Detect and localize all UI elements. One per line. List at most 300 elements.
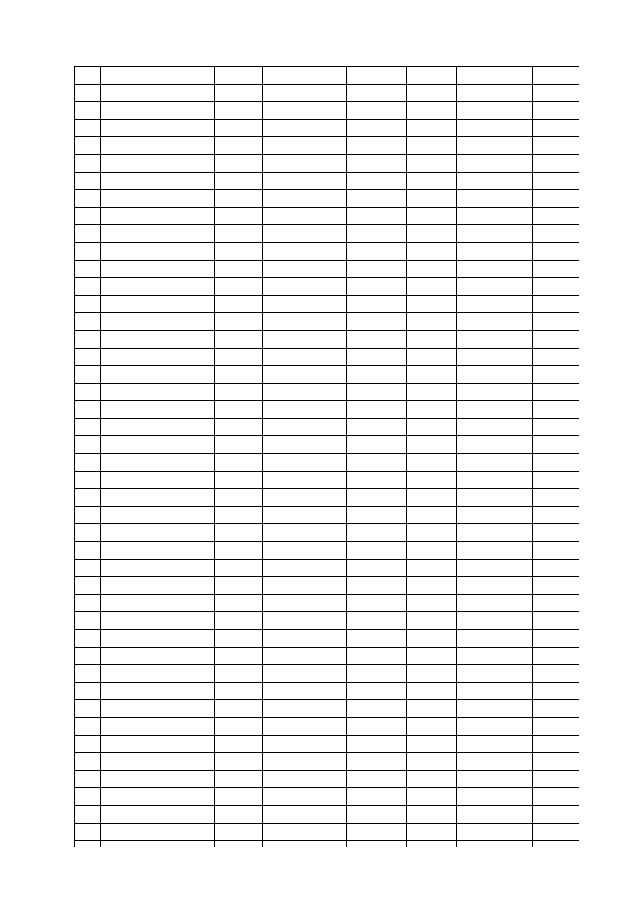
permitted-use-cell: [347, 805, 407, 823]
coefficient-cell: [457, 471, 533, 489]
address-cell: [215, 401, 263, 419]
cadastral-number-cell: [101, 506, 215, 524]
tax-cell: [533, 278, 580, 296]
coefficient-cell: [457, 242, 533, 260]
row-id-cell: [75, 770, 101, 788]
tax-cell: [533, 700, 580, 718]
address-cell: [215, 717, 263, 735]
cadastral-number-cell: [101, 665, 215, 683]
permitted-use-cell: [347, 489, 407, 507]
row-id-cell: [75, 506, 101, 524]
address-cell: [215, 84, 263, 102]
land-category-cell: [263, 805, 347, 823]
coefficient-cell: [457, 348, 533, 366]
tax-cell: [533, 841, 580, 847]
address-cell: [215, 506, 263, 524]
land-category-cell: [263, 137, 347, 155]
address-cell: [215, 67, 263, 85]
address-cell: [215, 330, 263, 348]
row-id-cell: [75, 278, 101, 296]
tax-cell: [533, 506, 580, 524]
permitted-use-cell: [347, 542, 407, 560]
area-cell: [407, 418, 457, 436]
row-id-cell: [75, 735, 101, 753]
tax-cell: [533, 612, 580, 630]
tax-cell: [533, 665, 580, 683]
cadastral-number-cell: [101, 805, 215, 823]
cadastral-number-cell: [101, 753, 215, 771]
table-row: [75, 154, 580, 172]
address-cell: [215, 823, 263, 841]
table-row: [75, 225, 580, 243]
land-category-cell: [263, 524, 347, 542]
table-row: [75, 717, 580, 735]
coefficient-cell: [457, 207, 533, 225]
coefficient-cell: [457, 841, 533, 847]
address-cell: [215, 348, 263, 366]
address-cell: [215, 207, 263, 225]
area-cell: [407, 67, 457, 85]
permitted-use-cell: [347, 67, 407, 85]
area-cell: [407, 788, 457, 806]
area-cell: [407, 577, 457, 595]
cadastral-number-cell: [101, 735, 215, 753]
area-cell: [407, 313, 457, 331]
permitted-use-cell: [347, 278, 407, 296]
land-category-cell: [263, 260, 347, 278]
table-row: [75, 418, 580, 436]
table-row: [75, 489, 580, 507]
cadastral-number-cell: [101, 348, 215, 366]
address-cell: [215, 137, 263, 155]
row-id-cell: [75, 295, 101, 313]
cadastral-number-cell: [101, 278, 215, 296]
cadastral-number-cell: [101, 630, 215, 648]
area-cell: [407, 471, 457, 489]
document-page: [74, 66, 579, 847]
area-cell: [407, 823, 457, 841]
permitted-use-cell: [347, 735, 407, 753]
cadastral-number-cell: [101, 436, 215, 454]
land-category-cell: [263, 700, 347, 718]
land-category-cell: [263, 454, 347, 472]
area-cell: [407, 524, 457, 542]
row-id-cell: [75, 137, 101, 155]
permitted-use-cell: [347, 330, 407, 348]
tax-cell: [533, 471, 580, 489]
address-cell: [215, 313, 263, 331]
coefficient-cell: [457, 665, 533, 683]
permitted-use-cell: [347, 383, 407, 401]
tax-cell: [533, 119, 580, 137]
area-cell: [407, 207, 457, 225]
row-id-cell: [75, 313, 101, 331]
cadastral-number-cell: [101, 841, 215, 847]
table-row: [75, 612, 580, 630]
cadastral-number-cell: [101, 823, 215, 841]
land-category-cell: [263, 559, 347, 577]
address-cell: [215, 577, 263, 595]
address-cell: [215, 630, 263, 648]
address-cell: [215, 559, 263, 577]
table-row: [75, 805, 580, 823]
coefficient-cell: [457, 84, 533, 102]
table-row: [75, 841, 580, 847]
land-category-cell: [263, 788, 347, 806]
cadastral-number-cell: [101, 330, 215, 348]
coefficient-cell: [457, 612, 533, 630]
tax-cell: [533, 594, 580, 612]
table-row: [75, 542, 580, 560]
table-row: [75, 330, 580, 348]
permitted-use-cell: [347, 172, 407, 190]
row-id-cell: [75, 330, 101, 348]
coefficient-cell: [457, 454, 533, 472]
permitted-use-cell: [347, 348, 407, 366]
area-cell: [407, 102, 457, 120]
row-id-cell: [75, 647, 101, 665]
row-id-cell: [75, 841, 101, 847]
area-cell: [407, 84, 457, 102]
tax-cell: [533, 401, 580, 419]
row-id-cell: [75, 242, 101, 260]
permitted-use-cell: [347, 436, 407, 454]
land-category-cell: [263, 102, 347, 120]
land-category-cell: [263, 67, 347, 85]
row-id-cell: [75, 366, 101, 384]
row-id-cell: [75, 225, 101, 243]
land-category-cell: [263, 577, 347, 595]
land-category-cell: [263, 190, 347, 208]
tax-cell: [533, 489, 580, 507]
address-cell: [215, 489, 263, 507]
table-row: [75, 137, 580, 155]
coefficient-cell: [457, 524, 533, 542]
table-row: [75, 242, 580, 260]
table-body: [75, 67, 580, 848]
land-category-cell: [263, 665, 347, 683]
address-cell: [215, 735, 263, 753]
coefficient-cell: [457, 67, 533, 85]
address-cell: [215, 242, 263, 260]
coefficient-cell: [457, 366, 533, 384]
area-cell: [407, 383, 457, 401]
land-category-cell: [263, 594, 347, 612]
permitted-use-cell: [347, 647, 407, 665]
cadastral-number-cell: [101, 102, 215, 120]
area-cell: [407, 119, 457, 137]
row-id-cell: [75, 577, 101, 595]
permitted-use-cell: [347, 559, 407, 577]
coefficient-cell: [457, 278, 533, 296]
permitted-use-cell: [347, 313, 407, 331]
tax-cell: [533, 84, 580, 102]
land-category-cell: [263, 84, 347, 102]
coefficient-cell: [457, 260, 533, 278]
table-row: [75, 260, 580, 278]
cadastral-number-cell: [101, 700, 215, 718]
tax-cell: [533, 682, 580, 700]
coefficient-cell: [457, 313, 533, 331]
permitted-use-cell: [347, 137, 407, 155]
coefficient-cell: [457, 577, 533, 595]
row-id-cell: [75, 665, 101, 683]
table-row: [75, 454, 580, 472]
row-id-cell: [75, 594, 101, 612]
address-cell: [215, 190, 263, 208]
coefficient-cell: [457, 225, 533, 243]
table-row: [75, 665, 580, 683]
cadastral-number-cell: [101, 67, 215, 85]
coefficient-cell: [457, 330, 533, 348]
address-cell: [215, 295, 263, 313]
land-category-cell: [263, 172, 347, 190]
cadastral-number-cell: [101, 647, 215, 665]
tax-cell: [533, 647, 580, 665]
row-id-cell: [75, 753, 101, 771]
address-cell: [215, 594, 263, 612]
table-row: [75, 506, 580, 524]
cadastral-number-cell: [101, 489, 215, 507]
permitted-use-cell: [347, 225, 407, 243]
row-id-cell: [75, 524, 101, 542]
land-category-cell: [263, 366, 347, 384]
coefficient-cell: [457, 805, 533, 823]
table-row: [75, 823, 580, 841]
coefficient-cell: [457, 190, 533, 208]
area-cell: [407, 190, 457, 208]
cadastral-number-cell: [101, 542, 215, 560]
tax-cell: [533, 436, 580, 454]
tax-cell: [533, 260, 580, 278]
land-category-cell: [263, 154, 347, 172]
coefficient-cell: [457, 154, 533, 172]
land-category-cell: [263, 735, 347, 753]
cadastral-number-cell: [101, 770, 215, 788]
permitted-use-cell: [347, 242, 407, 260]
row-id-cell: [75, 67, 101, 85]
row-id-cell: [75, 700, 101, 718]
area-cell: [407, 154, 457, 172]
row-id-cell: [75, 717, 101, 735]
address-cell: [215, 102, 263, 120]
table-row: [75, 753, 580, 771]
area-cell: [407, 348, 457, 366]
tax-cell: [533, 770, 580, 788]
area-cell: [407, 682, 457, 700]
address-cell: [215, 383, 263, 401]
row-id-cell: [75, 630, 101, 648]
coefficient-cell: [457, 542, 533, 560]
cadastral-number-cell: [101, 717, 215, 735]
cadastral-number-cell: [101, 471, 215, 489]
coefficient-cell: [457, 119, 533, 137]
address-cell: [215, 805, 263, 823]
table-row: [75, 313, 580, 331]
tax-cell: [533, 348, 580, 366]
table-row: [75, 630, 580, 648]
table-row: [75, 735, 580, 753]
permitted-use-cell: [347, 102, 407, 120]
area-cell: [407, 594, 457, 612]
permitted-use-cell: [347, 295, 407, 313]
area-cell: [407, 436, 457, 454]
row-id-cell: [75, 559, 101, 577]
land-category-cell: [263, 542, 347, 560]
land-category-cell: [263, 612, 347, 630]
row-id-cell: [75, 348, 101, 366]
cadastral-number-cell: [101, 225, 215, 243]
land-category-cell: [263, 242, 347, 260]
area-cell: [407, 278, 457, 296]
table-row: [75, 67, 580, 85]
cadastral-number-cell: [101, 788, 215, 806]
cadastral-number-cell: [101, 295, 215, 313]
tax-cell: [533, 67, 580, 85]
coefficient-cell: [457, 594, 533, 612]
row-id-cell: [75, 418, 101, 436]
land-category-cell: [263, 841, 347, 847]
coefficient-cell: [457, 700, 533, 718]
coefficient-cell: [457, 401, 533, 419]
coefficient-cell: [457, 295, 533, 313]
table-row: [75, 295, 580, 313]
address-cell: [215, 436, 263, 454]
tax-cell: [533, 295, 580, 313]
table-row: [75, 278, 580, 296]
row-id-cell: [75, 119, 101, 137]
row-id-cell: [75, 207, 101, 225]
permitted-use-cell: [347, 682, 407, 700]
address-cell: [215, 471, 263, 489]
permitted-use-cell: [347, 665, 407, 683]
area-cell: [407, 225, 457, 243]
table-row: [75, 647, 580, 665]
coefficient-cell: [457, 102, 533, 120]
coefficient-cell: [457, 559, 533, 577]
address-cell: [215, 647, 263, 665]
coefficient-cell: [457, 753, 533, 771]
row-id-cell: [75, 805, 101, 823]
coefficient-cell: [457, 770, 533, 788]
area-cell: [407, 260, 457, 278]
land-category-cell: [263, 682, 347, 700]
table-row: [75, 84, 580, 102]
area-cell: [407, 717, 457, 735]
cadastral-number-cell: [101, 559, 215, 577]
table-row: [75, 190, 580, 208]
address-cell: [215, 542, 263, 560]
land-category-cell: [263, 436, 347, 454]
permitted-use-cell: [347, 612, 407, 630]
table-row: [75, 471, 580, 489]
land-category-cell: [263, 313, 347, 331]
permitted-use-cell: [347, 84, 407, 102]
row-id-cell: [75, 788, 101, 806]
land-category-cell: [263, 383, 347, 401]
row-id-cell: [75, 172, 101, 190]
area-cell: [407, 700, 457, 718]
row-id-cell: [75, 454, 101, 472]
permitted-use-cell: [347, 630, 407, 648]
row-id-cell: [75, 612, 101, 630]
tax-cell: [533, 542, 580, 560]
tax-cell: [533, 559, 580, 577]
permitted-use-cell: [347, 717, 407, 735]
tax-cell: [533, 366, 580, 384]
land-category-cell: [263, 471, 347, 489]
tax-cell: [533, 753, 580, 771]
tax-cell: [533, 454, 580, 472]
cadastral-number-cell: [101, 594, 215, 612]
address-cell: [215, 119, 263, 137]
permitted-use-cell: [347, 841, 407, 847]
row-id-cell: [75, 401, 101, 419]
table-row: [75, 383, 580, 401]
tax-cell: [533, 630, 580, 648]
cadastral-number-cell: [101, 207, 215, 225]
row-id-cell: [75, 471, 101, 489]
tax-cell: [533, 805, 580, 823]
cadastral-number-cell: [101, 260, 215, 278]
permitted-use-cell: [347, 823, 407, 841]
address-cell: [215, 260, 263, 278]
coefficient-cell: [457, 383, 533, 401]
table-row: [75, 401, 580, 419]
address-cell: [215, 172, 263, 190]
coefficient-cell: [457, 788, 533, 806]
cadastral-number-cell: [101, 383, 215, 401]
area-cell: [407, 454, 457, 472]
tax-cell: [533, 172, 580, 190]
permitted-use-cell: [347, 207, 407, 225]
land-category-cell: [263, 770, 347, 788]
area-cell: [407, 137, 457, 155]
cadastral-number-cell: [101, 313, 215, 331]
land-category-cell: [263, 823, 347, 841]
tax-cell: [533, 207, 580, 225]
area-cell: [407, 770, 457, 788]
tax-cell: [533, 788, 580, 806]
permitted-use-cell: [347, 119, 407, 137]
permitted-use-cell: [347, 770, 407, 788]
tax-cell: [533, 313, 580, 331]
permitted-use-cell: [347, 471, 407, 489]
address-cell: [215, 700, 263, 718]
area-cell: [407, 401, 457, 419]
cadastral-number-cell: [101, 137, 215, 155]
cadastral-number-cell: [101, 172, 215, 190]
tax-cell: [533, 225, 580, 243]
address-cell: [215, 753, 263, 771]
land-category-cell: [263, 207, 347, 225]
land-category-cell: [263, 225, 347, 243]
tax-cell: [533, 330, 580, 348]
coefficient-cell: [457, 823, 533, 841]
cadastral-number-cell: [101, 401, 215, 419]
land-category-cell: [263, 753, 347, 771]
area-cell: [407, 172, 457, 190]
address-cell: [215, 154, 263, 172]
tax-cell: [533, 102, 580, 120]
table-row: [75, 682, 580, 700]
cadastral-number-cell: [101, 524, 215, 542]
row-id-cell: [75, 190, 101, 208]
area-cell: [407, 647, 457, 665]
area-cell: [407, 506, 457, 524]
tax-cell: [533, 383, 580, 401]
area-cell: [407, 612, 457, 630]
